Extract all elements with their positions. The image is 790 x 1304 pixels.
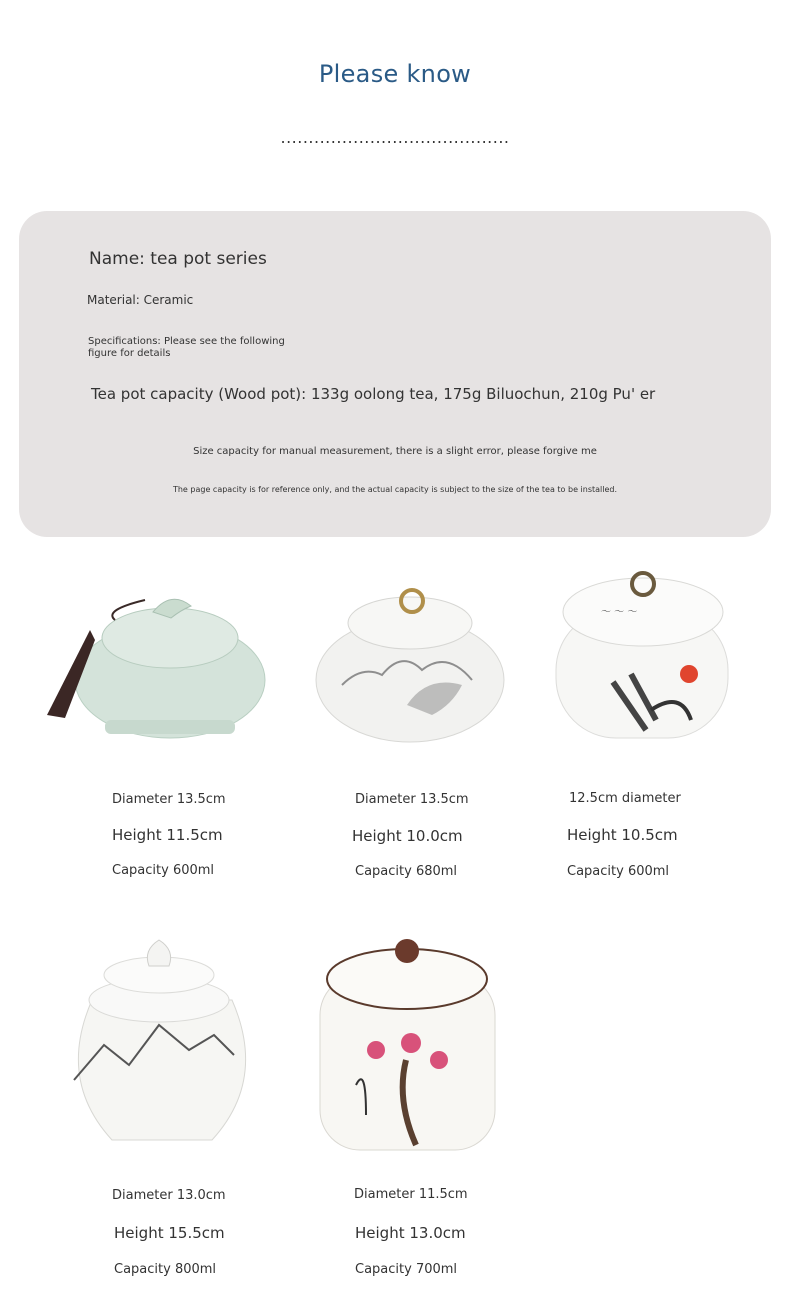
- product-2-diameter: Diameter 13.5cm: [355, 792, 469, 807]
- product-4-height: Height 15.5cm: [114, 1224, 225, 1242]
- product-5-capacity: Capacity 700ml: [355, 1262, 458, 1277]
- product-5-height: Height 13.0cm: [355, 1224, 466, 1242]
- product-2-height: Height 10.0cm: [352, 827, 463, 845]
- product-3-capacity: Capacity 600ml: [567, 864, 670, 879]
- product-specifications: Specifications: Please see the following figure for details: [88, 336, 285, 359]
- product-image-mountain-jar: [64, 930, 304, 1155]
- product-3-height: Height 10.5cm: [567, 826, 678, 844]
- product-image-celadon-jar: [35, 580, 275, 750]
- dotted-divider: .........................................: [280, 128, 510, 147]
- product-image-landscape-jar: [312, 585, 552, 750]
- info-card: [19, 211, 771, 537]
- product-2-capacity: Capacity 680ml: [355, 864, 458, 879]
- product-4-capacity: Capacity 800ml: [114, 1262, 217, 1277]
- reference-note: The page capacity is for reference only, and the actual capacity is subject to the size of the tea to be installed.: [172, 485, 618, 494]
- product-image-bamboo-jar: [551, 570, 790, 750]
- product-1-diameter: Diameter 13.5cm: [112, 792, 226, 807]
- product-4-diameter: Diameter 13.0cm: [112, 1188, 226, 1203]
- measurement-note: Size capacity for manual measurement, there is a slight error, please forgive me: [193, 446, 597, 457]
- product-name: Name: tea pot series: [89, 249, 267, 269]
- product-material: Material: Ceramic: [87, 293, 194, 307]
- svg-text:〜 〜 〜: 〜 〜 〜: [601, 607, 638, 618]
- product-capacity-note: Tea pot capacity (Wood pot): 133g oolong tea, 175g Biluochun, 210g Pu' er: [91, 385, 656, 403]
- product-3-diameter: 12.5cm diameter: [569, 791, 681, 806]
- product-5-diameter: Diameter 11.5cm: [354, 1187, 468, 1202]
- product-1-height: Height 11.5cm: [112, 826, 223, 844]
- product-image-peach-crane-jar: [316, 935, 556, 1155]
- product-1-capacity: Capacity 600ml: [112, 863, 215, 878]
- page-title: Please know: [318, 60, 472, 88]
